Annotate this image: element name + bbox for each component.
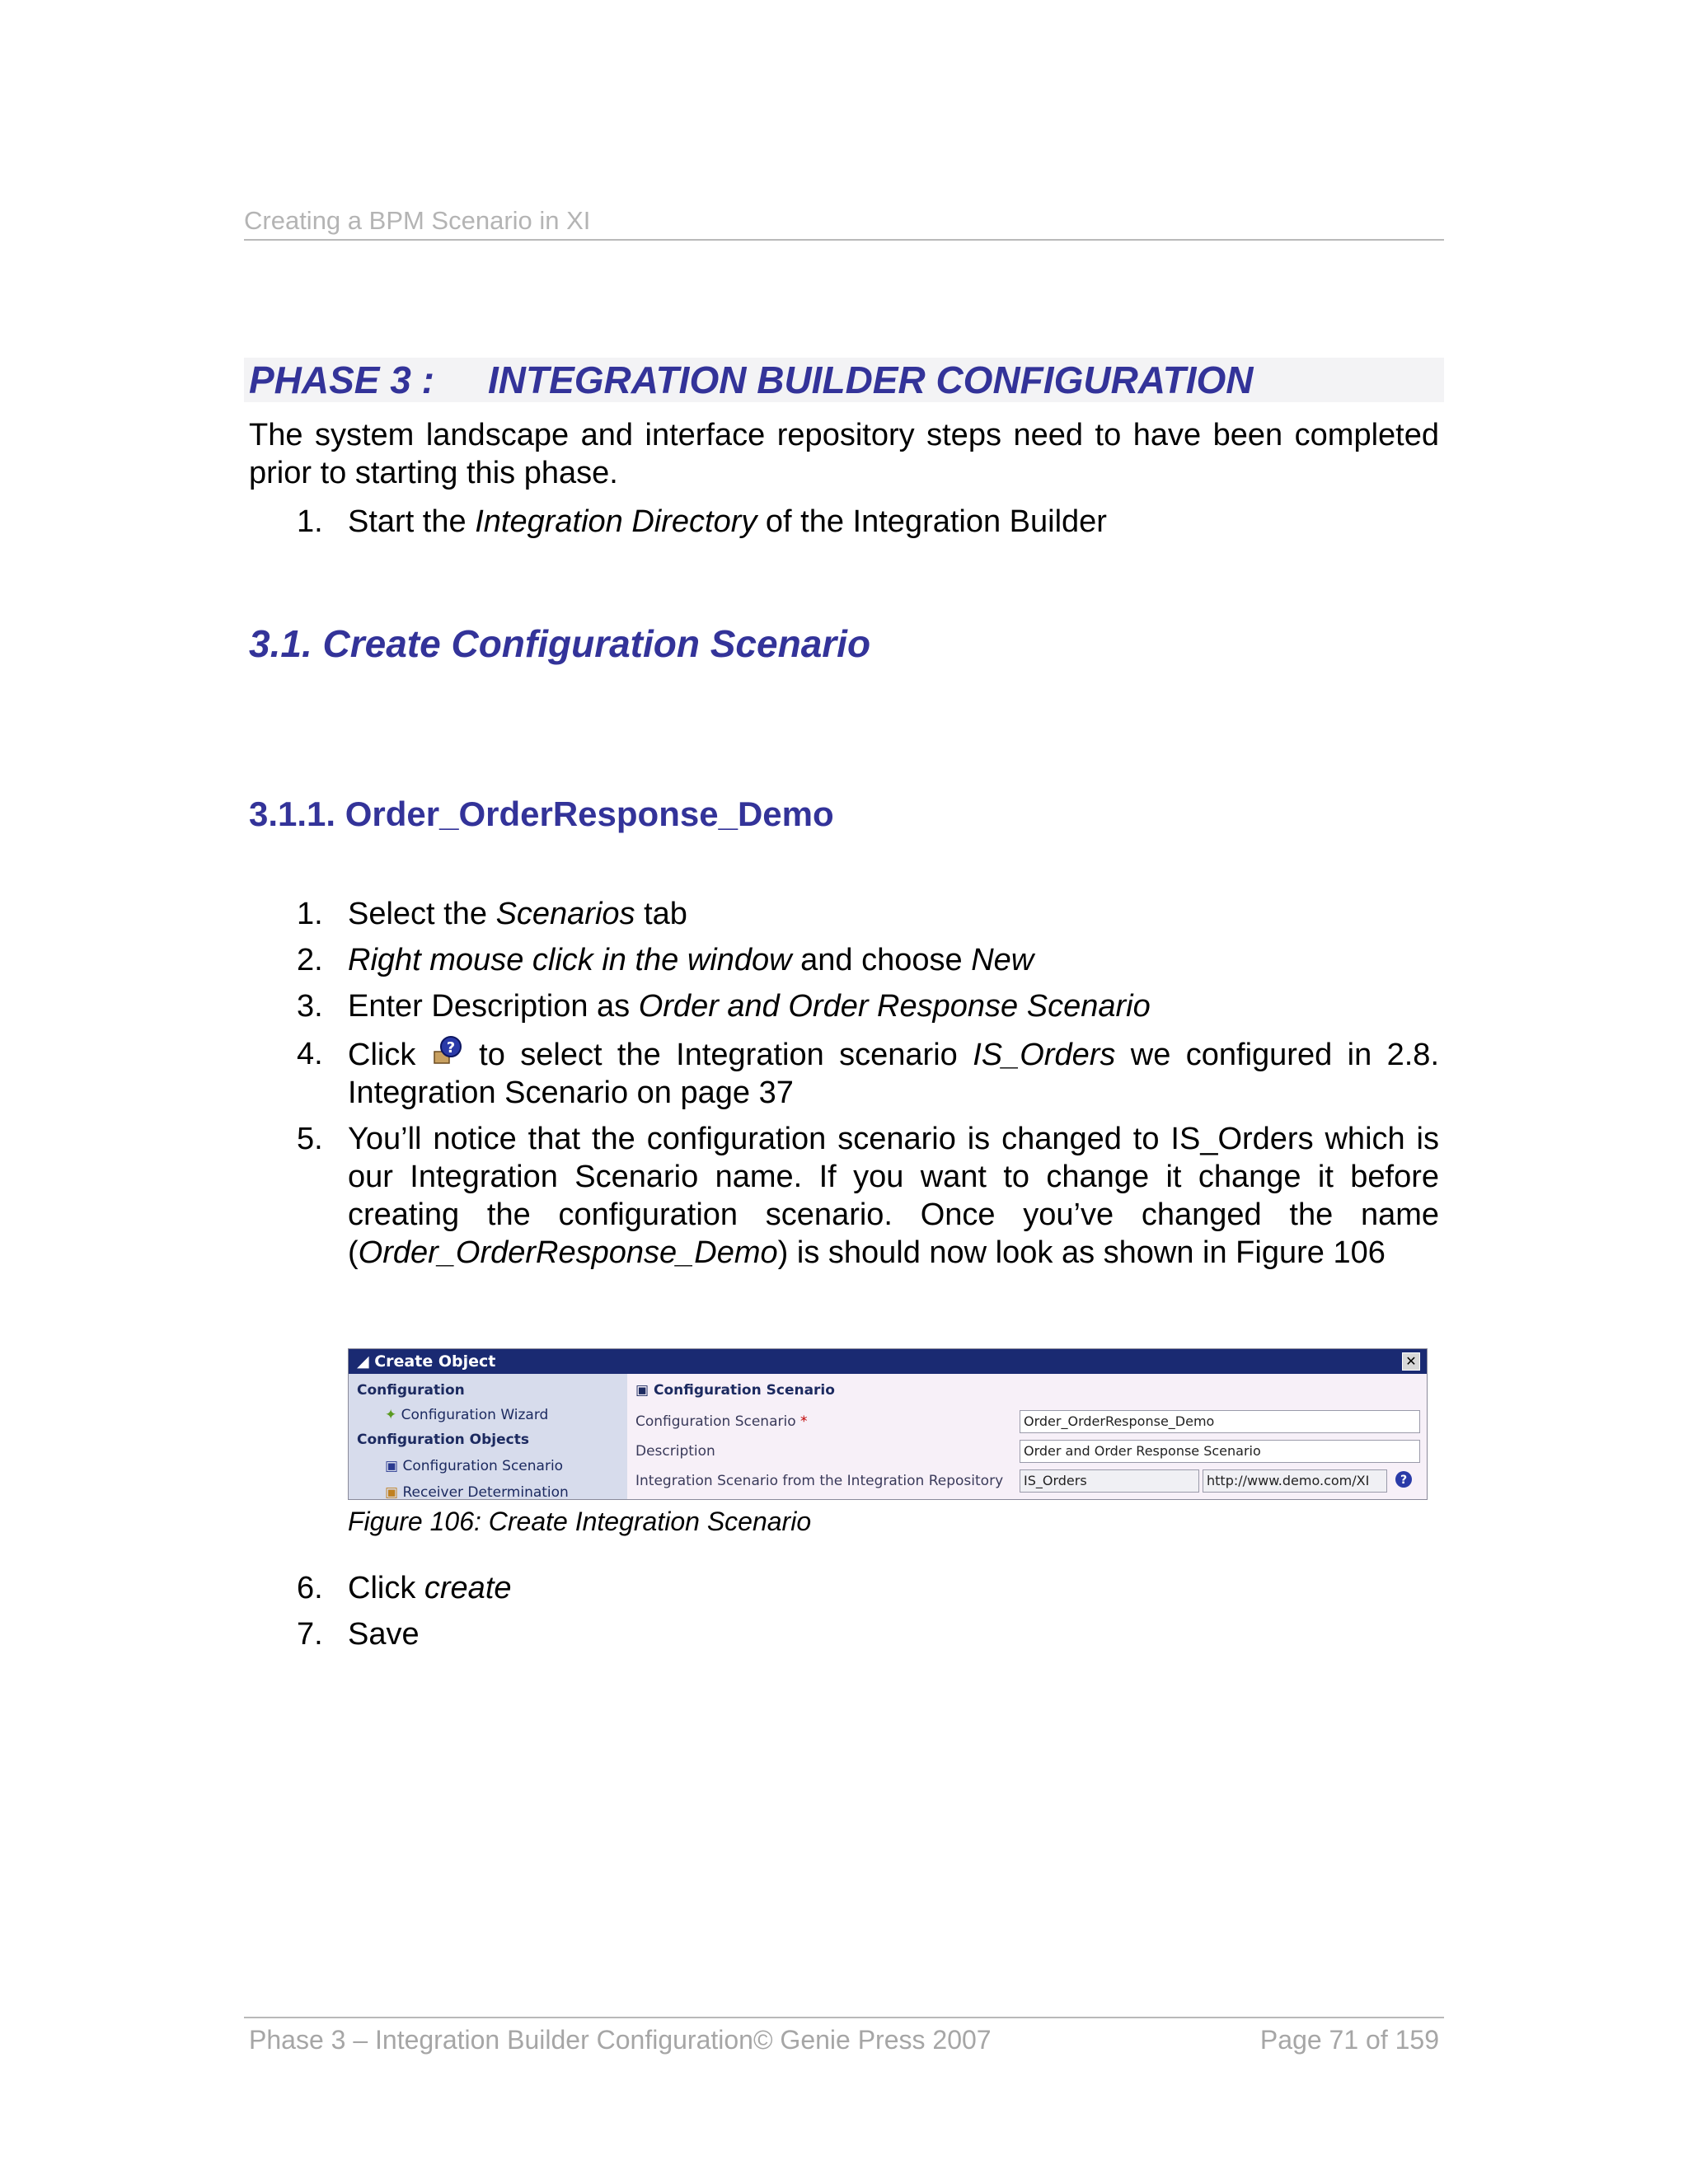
step-7 — [249, 1615, 1439, 1653]
list-text: of the Integration Builder — [757, 504, 1107, 539]
wand-icon: ✦ — [385, 1407, 397, 1423]
page-footer — [244, 2017, 1444, 2055]
form-heading — [635, 1382, 835, 1399]
integration-scenario-namespace: http://www.demo.com/XI — [1203, 1469, 1387, 1493]
svg-text:?: ? — [1400, 1474, 1408, 1487]
step-number: 1. — [297, 897, 323, 931]
subsection-heading: 3.1.1. Order_OrderResponse_Demo — [249, 794, 834, 833]
scenario-icon: ▣ — [635, 1382, 654, 1399]
help-search-icon[interactable] — [431, 1035, 464, 1068]
tree-item-label: Receiver Determination — [402, 1484, 569, 1500]
step-number: 5. — [297, 1122, 323, 1156]
label-text: Configuration Scenario — [635, 1413, 796, 1430]
form-heading-text: Configuration Scenario — [653, 1382, 835, 1399]
intro-list — [249, 503, 1439, 541]
tree-item-config-scenario[interactable] — [385, 1458, 563, 1474]
step-text: ) is should now look as shown in Figure 106 — [777, 1235, 1386, 1270]
window-title: Create Object — [374, 1352, 496, 1371]
step-text: Select the — [348, 897, 496, 931]
svg-text:?: ? — [446, 1039, 455, 1057]
step-emphasis: Scenarios — [495, 897, 635, 931]
phase-number: PHASE 3 : — [249, 359, 434, 401]
tree-group: Configuration Objects — [357, 1432, 529, 1448]
step-1 — [249, 895, 1439, 933]
step-text: to select the Integration scenario — [463, 1038, 973, 1072]
figure-caption: Figure 106: Create Integration Scenario — [348, 1507, 812, 1536]
step-text: Click — [348, 1038, 431, 1072]
page-number: Page 71 of 159 — [1259, 2025, 1439, 2055]
step-text: Click — [348, 1571, 424, 1605]
tree-group: Configuration — [357, 1382, 465, 1399]
step-emphasis: Right mouse click in the window — [348, 943, 792, 977]
config-scenario-label — [635, 1413, 808, 1430]
final-steps-list — [249, 1569, 1439, 1653]
phase-heading — [244, 358, 1444, 402]
scenario-icon: ▣ — [385, 1458, 399, 1474]
step-5 — [249, 1120, 1439, 1272]
step-text: we configured in 2.8. Integration Scenario on page 37 — [348, 1038, 1440, 1110]
step-emphasis: create — [424, 1571, 512, 1605]
tree-item-wizard[interactable] — [385, 1407, 548, 1423]
window-titlebar — [349, 1349, 1427, 1374]
description-label: Description — [635, 1443, 715, 1460]
help-search-icon[interactable] — [1392, 1469, 1414, 1491]
step-2 — [249, 941, 1439, 979]
list-item — [249, 503, 1439, 541]
tree-item-label: Configuration Scenario — [402, 1458, 564, 1474]
steps-list — [249, 895, 1439, 1272]
tree-item-label: Configuration Wizard — [401, 1407, 549, 1423]
list-emphasis: Integration Directory — [475, 504, 757, 539]
step-number: 3. — [297, 989, 323, 1024]
required-mark: * — [800, 1413, 808, 1430]
step-text: tab — [635, 897, 687, 931]
step-3 — [249, 987, 1439, 1025]
step-emphasis: New — [971, 943, 1034, 977]
list-text: Start the — [348, 504, 476, 539]
step-number: 6. — [297, 1571, 323, 1605]
step-6 — [249, 1569, 1439, 1607]
create-object-screenshot — [348, 1348, 1428, 1500]
integration-scenario-label: Integration Scenario from the Integration Repository — [635, 1473, 1004, 1489]
object-form — [627, 1374, 1427, 1499]
step-text: and choose — [791, 943, 972, 977]
step-4 — [249, 1035, 1439, 1112]
section-heading: 3.1. Create Configuration Scenario — [249, 622, 871, 665]
close-icon[interactable]: ✕ — [1402, 1352, 1420, 1371]
object-tree — [349, 1374, 627, 1499]
step-emphasis: Order_OrderResponse_Demo — [358, 1235, 778, 1270]
phase-title: INTEGRATION BUILDER CONFIGURATION — [488, 359, 1254, 401]
step-text: You’ll notice that the configuration scenario is changed to IS_Orders which is our Integration Scenario name. If you want to change it change it before creating the configuration scenario. Once you’ve changed the name ( — [348, 1122, 1439, 1270]
step-text: Enter Description as — [348, 989, 639, 1024]
step-number: 7. — [297, 1617, 323, 1652]
step-number: 4. — [297, 1037, 323, 1071]
window-icon: ◢ — [357, 1352, 375, 1371]
footer-left: Phase 3 – Integration Builder Configuration© Genie Press 2007 — [249, 2025, 992, 2055]
description-input[interactable]: Order and Order Response Scenario — [1020, 1440, 1420, 1463]
integration-scenario-name: IS_Orders — [1020, 1469, 1199, 1493]
step-number: 2. — [297, 943, 323, 977]
receiver-icon: ▣ — [385, 1484, 399, 1500]
intro-paragraph: The system landscape and interface repository steps need to have been completed prior to starting this phase. — [249, 418, 1439, 490]
tree-item-receiver[interactable] — [385, 1484, 569, 1500]
list-number: 1. — [297, 504, 323, 539]
step-text: Save — [348, 1617, 420, 1652]
step-emphasis: IS_Orders — [973, 1038, 1116, 1072]
step-emphasis: Order and Order Response Scenario — [638, 989, 1151, 1024]
running-header: Creating a BPM Scenario in XI — [244, 206, 1444, 241]
config-scenario-input[interactable]: Order_OrderResponse_Demo — [1020, 1410, 1420, 1433]
